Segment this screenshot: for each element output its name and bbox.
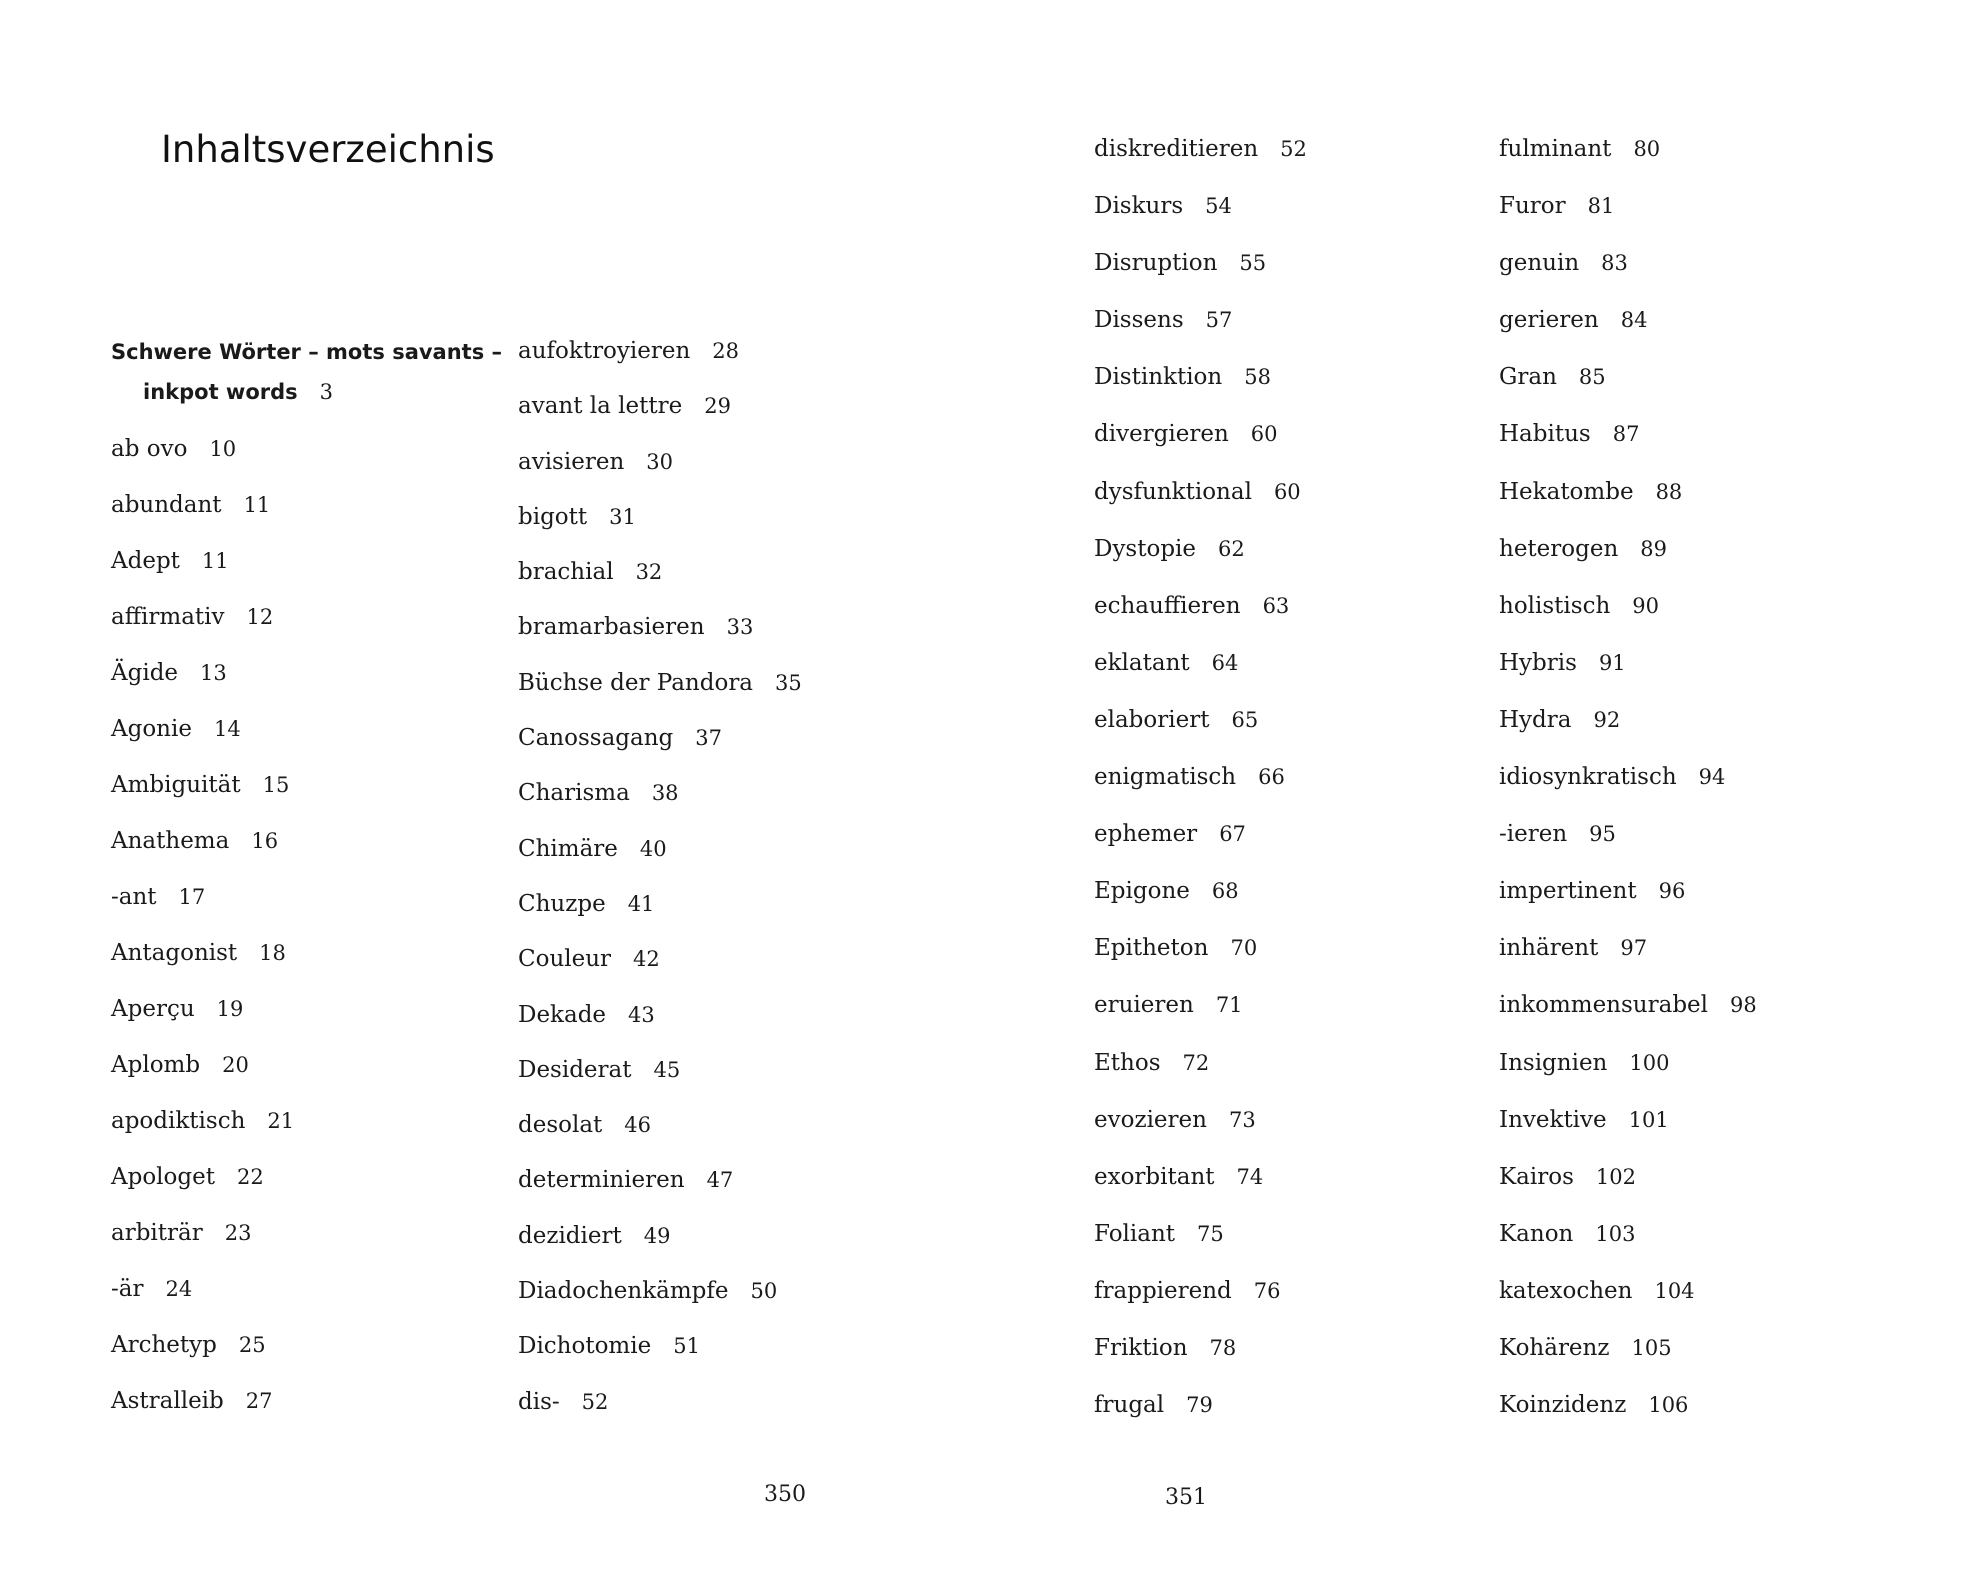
toc-entry bbox=[1094, 1219, 1474, 1276]
toc-term: Gran bbox=[1499, 364, 1557, 391]
toc-page-number: 38 bbox=[651, 781, 679, 806]
toc-page-number: 100 bbox=[1629, 1050, 1670, 1075]
toc-page-number: 101 bbox=[1628, 1107, 1669, 1132]
toc-entry bbox=[111, 994, 481, 1050]
toc-term: Büchse der Pandora bbox=[518, 669, 754, 696]
toc-term: -ieren bbox=[1499, 821, 1568, 848]
toc-term: impertinent bbox=[1499, 878, 1637, 905]
toc-page-number: 92 bbox=[1593, 707, 1621, 732]
toc-term: Hekatombe bbox=[1499, 478, 1634, 505]
toc-page-number: 84 bbox=[1620, 308, 1648, 333]
toc-page-number: 40 bbox=[639, 836, 667, 861]
toc-term: Diskurs bbox=[1094, 193, 1184, 220]
toc-term: bigott bbox=[518, 503, 588, 530]
toc-page-number: 104 bbox=[1654, 1278, 1695, 1303]
toc-entry bbox=[518, 778, 878, 833]
toc-entry bbox=[111, 1330, 481, 1386]
toc-entry bbox=[1499, 1048, 1879, 1105]
toc-term: diskreditieren bbox=[1094, 136, 1259, 162]
toc-term: arbiträr bbox=[111, 1220, 203, 1246]
toc-page-number: 31 bbox=[609, 504, 636, 529]
toc-entry bbox=[1094, 819, 1474, 876]
toc-page-number: 30 bbox=[646, 449, 673, 474]
toc-page-number: 66 bbox=[1258, 765, 1285, 790]
toc-entry bbox=[518, 1387, 878, 1442]
toc-page-number: 37 bbox=[695, 726, 722, 751]
toc-page-number: 52 bbox=[581, 1389, 609, 1414]
toc-entry bbox=[1499, 933, 1879, 990]
toc-entry bbox=[1094, 362, 1474, 419]
toc-entry bbox=[518, 1276, 878, 1331]
toc-entry bbox=[1094, 933, 1474, 990]
toc-entry bbox=[1094, 876, 1474, 933]
toc-term: eklatant bbox=[1094, 649, 1190, 676]
toc-term: avisieren bbox=[518, 448, 625, 475]
intro-title-line-1: Schwere Wörter – mots savants – bbox=[111, 340, 503, 364]
toc-page-number: 14 bbox=[213, 717, 241, 741]
toc-term: determinieren bbox=[518, 1167, 685, 1194]
toc-entry bbox=[1094, 1333, 1474, 1390]
right-page bbox=[985, 0, 1969, 1575]
toc-page-number: 72 bbox=[1182, 1050, 1210, 1075]
toc-page-number: 42 bbox=[633, 947, 660, 972]
toc-page-number: 91 bbox=[1598, 650, 1626, 675]
toc-term: Aperçu bbox=[111, 996, 195, 1022]
toc-page-number: 17 bbox=[178, 885, 206, 909]
page-number-right: 351 bbox=[1165, 1485, 1207, 1510]
toc-entry bbox=[1499, 134, 1879, 191]
toc-page-number: 68 bbox=[1211, 879, 1239, 904]
toc-entry bbox=[1094, 705, 1474, 762]
toc-term: Apologet bbox=[111, 1164, 215, 1190]
toc-term: desolat bbox=[518, 1112, 603, 1139]
toc-entry bbox=[1094, 305, 1474, 362]
toc-term: Habitus bbox=[1499, 421, 1591, 448]
toc-entry bbox=[518, 834, 878, 889]
toc-page-number: 29 bbox=[704, 394, 731, 419]
toc-term: Distinktion bbox=[1094, 364, 1223, 391]
toc-term: dezidiert bbox=[518, 1222, 622, 1249]
toc-term: katexochen bbox=[1499, 1277, 1633, 1304]
toc-page-number: 25 bbox=[238, 1333, 266, 1357]
page-title: Inhaltsverzeichnis bbox=[161, 128, 495, 171]
toc-term: abundant bbox=[111, 492, 222, 518]
toc-entry bbox=[1094, 990, 1474, 1047]
toc-term: dysfunktional bbox=[1094, 478, 1252, 505]
toc-page-number: 105 bbox=[1631, 1335, 1672, 1360]
toc-term: brachial bbox=[518, 559, 614, 586]
toc-entry bbox=[111, 658, 481, 714]
toc-entry bbox=[1499, 1333, 1879, 1390]
toc-page-number: 94 bbox=[1698, 765, 1726, 790]
toc-page-number: 63 bbox=[1262, 593, 1290, 618]
toc-term: Agonie bbox=[111, 716, 192, 742]
toc-page-number: 15 bbox=[262, 773, 290, 797]
toc-term: Kairos bbox=[1499, 1163, 1574, 1190]
toc-page-number: 43 bbox=[628, 1002, 655, 1027]
toc-page-number: 95 bbox=[1589, 822, 1616, 847]
toc-entry bbox=[111, 602, 481, 658]
toc-entry bbox=[1094, 419, 1474, 476]
toc-entry bbox=[1094, 248, 1474, 305]
toc-term: inkommensurabel bbox=[1499, 992, 1709, 1019]
toc-page-number: 58 bbox=[1244, 365, 1271, 390]
toc-entry bbox=[1499, 591, 1879, 648]
toc-term: eruieren bbox=[1094, 992, 1194, 1019]
toc-term: Kanon bbox=[1499, 1220, 1574, 1247]
toc-term: Dystopie bbox=[1094, 535, 1197, 562]
toc-entry bbox=[1499, 477, 1879, 534]
toc-entry bbox=[518, 889, 878, 944]
toc-page-number: 23 bbox=[224, 1221, 252, 1245]
toc-entry bbox=[111, 826, 481, 882]
toc-entry bbox=[1499, 534, 1879, 591]
toc-entry bbox=[518, 1000, 878, 1055]
toc-entry bbox=[518, 502, 878, 557]
toc-term: Anathema bbox=[111, 828, 230, 854]
toc-page-number: 11 bbox=[243, 493, 271, 517]
toc-term: Disruption bbox=[1094, 250, 1218, 277]
toc-entry bbox=[518, 1331, 878, 1386]
toc-page-number: 55 bbox=[1239, 251, 1267, 276]
toc-entry bbox=[518, 1110, 878, 1165]
toc-term: Canossagang bbox=[518, 725, 674, 752]
toc-column-4 bbox=[1499, 134, 1879, 1447]
toc-entry bbox=[111, 714, 481, 770]
toc-term: echauffieren bbox=[1094, 592, 1241, 619]
toc-term: heterogen bbox=[1499, 535, 1619, 562]
toc-entry bbox=[1094, 134, 1474, 191]
toc-term: -ant bbox=[111, 884, 157, 910]
toc-page-number: 22 bbox=[236, 1165, 264, 1189]
toc-entry bbox=[111, 770, 481, 826]
toc-page-number: 19 bbox=[216, 997, 244, 1021]
toc-entry bbox=[518, 1221, 878, 1276]
toc-page-number: 97 bbox=[1620, 936, 1648, 961]
toc-page-number: 13 bbox=[200, 661, 227, 685]
toc-entry bbox=[1499, 1276, 1879, 1333]
toc-page-number: 18 bbox=[259, 941, 286, 965]
toc-page-number: 88 bbox=[1655, 479, 1683, 504]
toc-term: divergieren bbox=[1094, 421, 1229, 448]
toc-entry bbox=[1499, 305, 1879, 362]
toc-entry bbox=[1499, 419, 1879, 476]
toc-page-number: 85 bbox=[1578, 365, 1606, 390]
toc-entry bbox=[518, 944, 878, 999]
toc-entry bbox=[1499, 990, 1879, 1047]
toc-entry bbox=[111, 434, 481, 490]
toc-entry bbox=[518, 612, 878, 667]
toc-page-number: 71 bbox=[1215, 993, 1243, 1018]
toc-term: Invektive bbox=[1499, 1106, 1607, 1133]
toc-entry bbox=[1499, 1390, 1879, 1447]
toc-term: Charisma bbox=[518, 780, 630, 807]
toc-page-number: 70 bbox=[1230, 936, 1258, 961]
toc-entry bbox=[1499, 648, 1879, 705]
toc-term: holistisch bbox=[1499, 592, 1611, 619]
toc-term: Ethos bbox=[1094, 1049, 1161, 1076]
toc-entry bbox=[1094, 1048, 1474, 1105]
toc-entry bbox=[518, 336, 878, 391]
toc-page-number: 60 bbox=[1273, 479, 1301, 504]
toc-term: Friktion bbox=[1094, 1334, 1188, 1361]
toc-page-number: 64 bbox=[1211, 650, 1239, 675]
toc-entry bbox=[111, 882, 481, 938]
toc-column-1 bbox=[111, 332, 503, 1442]
toc-page-number: 47 bbox=[706, 1168, 734, 1193]
toc-entry bbox=[1094, 477, 1474, 534]
toc-page-number: 27 bbox=[245, 1389, 273, 1413]
toc-term: Aplomb bbox=[111, 1052, 201, 1078]
toc-term: evozieren bbox=[1094, 1106, 1207, 1133]
toc-term: Chimäre bbox=[518, 835, 618, 862]
toc-column-3 bbox=[1094, 134, 1474, 1447]
toc-page-number: 96 bbox=[1658, 879, 1686, 904]
toc-page-number: 90 bbox=[1632, 593, 1660, 618]
toc-term: idiosynkratisch bbox=[1499, 764, 1677, 791]
toc-entry bbox=[1499, 362, 1879, 419]
toc-page-number: 106 bbox=[1648, 1393, 1689, 1418]
toc-term: Astralleib bbox=[111, 1388, 224, 1414]
toc-entry bbox=[518, 391, 878, 446]
toc-page-number: 49 bbox=[643, 1223, 671, 1248]
toc-entry bbox=[1094, 534, 1474, 591]
toc-entry bbox=[111, 490, 481, 546]
page-number-left: 350 bbox=[764, 1482, 806, 1507]
toc-term: frugal bbox=[1094, 1392, 1165, 1419]
toc-entry bbox=[518, 447, 878, 502]
toc-term: Ägide bbox=[111, 660, 179, 686]
toc-entry bbox=[111, 1050, 481, 1106]
toc-page-number: 79 bbox=[1186, 1393, 1213, 1418]
toc-page-number: 16 bbox=[251, 829, 279, 853]
toc-entry bbox=[111, 1274, 481, 1330]
toc-entry bbox=[1094, 762, 1474, 819]
toc-entry-intro bbox=[111, 332, 503, 434]
toc-page-number: 41 bbox=[627, 891, 655, 916]
toc-page-number: 98 bbox=[1730, 993, 1757, 1018]
toc-entry bbox=[518, 557, 878, 612]
toc-entry bbox=[1094, 1390, 1474, 1447]
toc-page-number: 76 bbox=[1253, 1278, 1281, 1303]
toc-page-number: 11 bbox=[201, 549, 229, 573]
toc-entry bbox=[1499, 1162, 1879, 1219]
toc-entry bbox=[1499, 191, 1879, 248]
toc-term: exorbitant bbox=[1094, 1163, 1215, 1190]
toc-term: Desiderat bbox=[518, 1056, 632, 1083]
toc-term: Hybris bbox=[1499, 649, 1577, 676]
toc-entry bbox=[111, 1106, 481, 1162]
toc-term: frappierend bbox=[1094, 1277, 1232, 1304]
toc-term: dis- bbox=[518, 1388, 560, 1415]
toc-page-number: 32 bbox=[635, 560, 663, 585]
toc-column-2 bbox=[518, 336, 878, 1442]
toc-term: Archetyp bbox=[111, 1332, 217, 1358]
toc-page-number: 74 bbox=[1236, 1164, 1264, 1189]
toc-term: Insignien bbox=[1499, 1049, 1608, 1076]
toc-term: Dissens bbox=[1094, 307, 1184, 334]
toc-page-number: 83 bbox=[1601, 251, 1628, 276]
toc-term: fulminant bbox=[1499, 136, 1612, 162]
toc-page-number: 21 bbox=[267, 1109, 295, 1133]
toc-term: gerieren bbox=[1499, 307, 1599, 334]
toc-term: Koinzidenz bbox=[1499, 1392, 1627, 1419]
toc-page-number: 10 bbox=[209, 437, 237, 461]
toc-page-number: 89 bbox=[1640, 536, 1668, 561]
toc-entry bbox=[1094, 648, 1474, 705]
toc-entry bbox=[1499, 1219, 1879, 1276]
toc-term: ab ovo bbox=[111, 436, 188, 462]
toc-page-number: 52 bbox=[1280, 137, 1307, 161]
toc-term: Epigone bbox=[1094, 878, 1190, 905]
toc-entry bbox=[1094, 591, 1474, 648]
toc-page-number: 80 bbox=[1633, 137, 1661, 161]
toc-page-number: 60 bbox=[1250, 422, 1278, 447]
toc-entry bbox=[1499, 248, 1879, 305]
toc-page-number: 62 bbox=[1218, 536, 1245, 561]
toc-term: inhärent bbox=[1499, 935, 1599, 962]
toc-entry bbox=[1094, 1162, 1474, 1219]
toc-page-number: 51 bbox=[673, 1334, 700, 1359]
toc-term: Dekade bbox=[518, 1001, 607, 1028]
toc-page-number: 45 bbox=[653, 1057, 681, 1082]
toc-page-number: 12 bbox=[246, 605, 274, 629]
toc-entry bbox=[111, 1162, 481, 1218]
toc-page-number: 46 bbox=[624, 1113, 652, 1138]
toc-entry bbox=[111, 1218, 481, 1274]
toc-page-number: 78 bbox=[1209, 1335, 1237, 1360]
toc-term: bramarbasieren bbox=[518, 614, 705, 641]
toc-term: Adept bbox=[111, 548, 180, 574]
toc-entry bbox=[1094, 1276, 1474, 1333]
toc-entry bbox=[111, 546, 481, 602]
toc-page-number: 33 bbox=[726, 615, 754, 640]
toc-page-number: 75 bbox=[1197, 1221, 1224, 1246]
toc-entry bbox=[1499, 762, 1879, 819]
toc-entry bbox=[1499, 819, 1879, 876]
toc-entry bbox=[111, 938, 481, 994]
toc-entry bbox=[1499, 705, 1879, 762]
toc-term: Foliant bbox=[1094, 1220, 1176, 1247]
toc-page-number: 103 bbox=[1595, 1221, 1636, 1246]
toc-term: avant la lettre bbox=[518, 393, 683, 420]
toc-page-number: 81 bbox=[1587, 194, 1615, 219]
intro-title-line-2: inkpot words bbox=[143, 380, 298, 404]
toc-term: Ambiguität bbox=[111, 772, 241, 798]
toc-entry bbox=[111, 1386, 481, 1442]
toc-term: Hydra bbox=[1499, 706, 1572, 733]
toc-term: ephemer bbox=[1094, 821, 1198, 848]
toc-entry bbox=[518, 1055, 878, 1110]
toc-term: Antagonist bbox=[111, 940, 238, 966]
toc-page-number: 24 bbox=[165, 1277, 193, 1301]
toc-entry bbox=[1094, 191, 1474, 248]
toc-page-number: 73 bbox=[1228, 1107, 1256, 1132]
toc-page-number: 50 bbox=[750, 1279, 778, 1304]
toc-term: elaboriert bbox=[1094, 706, 1210, 733]
toc-term: apodiktisch bbox=[111, 1108, 246, 1134]
toc-page-number: 65 bbox=[1231, 707, 1259, 732]
toc-page-number: 54 bbox=[1205, 194, 1232, 219]
toc-term: enigmatisch bbox=[1094, 764, 1237, 791]
toc-term: Kohärenz bbox=[1499, 1334, 1610, 1361]
toc-term: affirmativ bbox=[111, 604, 225, 630]
toc-term: Diadochenkämpfe bbox=[518, 1278, 729, 1305]
intro-page-number: 3 bbox=[319, 380, 334, 404]
toc-term: Chuzpe bbox=[518, 890, 606, 917]
toc-term: -är bbox=[111, 1276, 144, 1302]
toc-page-number: 35 bbox=[775, 670, 802, 695]
toc-page-number: 67 bbox=[1219, 822, 1246, 847]
toc-term: Dichotomie bbox=[518, 1333, 652, 1360]
toc-page-number: 102 bbox=[1595, 1164, 1636, 1189]
toc-page-number: 20 bbox=[222, 1053, 249, 1077]
toc-entry bbox=[1094, 1105, 1474, 1162]
toc-term: aufoktroyieren bbox=[518, 338, 691, 364]
toc-page-number: 87 bbox=[1612, 422, 1640, 447]
toc-term: Epitheton bbox=[1094, 935, 1209, 962]
toc-entry bbox=[518, 668, 878, 723]
toc-entry bbox=[1499, 876, 1879, 933]
toc-page-number: 28 bbox=[712, 339, 740, 363]
toc-entry bbox=[518, 1165, 878, 1220]
toc-term: genuin bbox=[1499, 250, 1580, 277]
toc-page-number: 57 bbox=[1205, 308, 1233, 333]
toc-entry bbox=[1499, 1105, 1879, 1162]
toc-entry bbox=[518, 723, 878, 778]
toc-term: Couleur bbox=[518, 946, 612, 973]
toc-term: Furor bbox=[1499, 193, 1566, 220]
